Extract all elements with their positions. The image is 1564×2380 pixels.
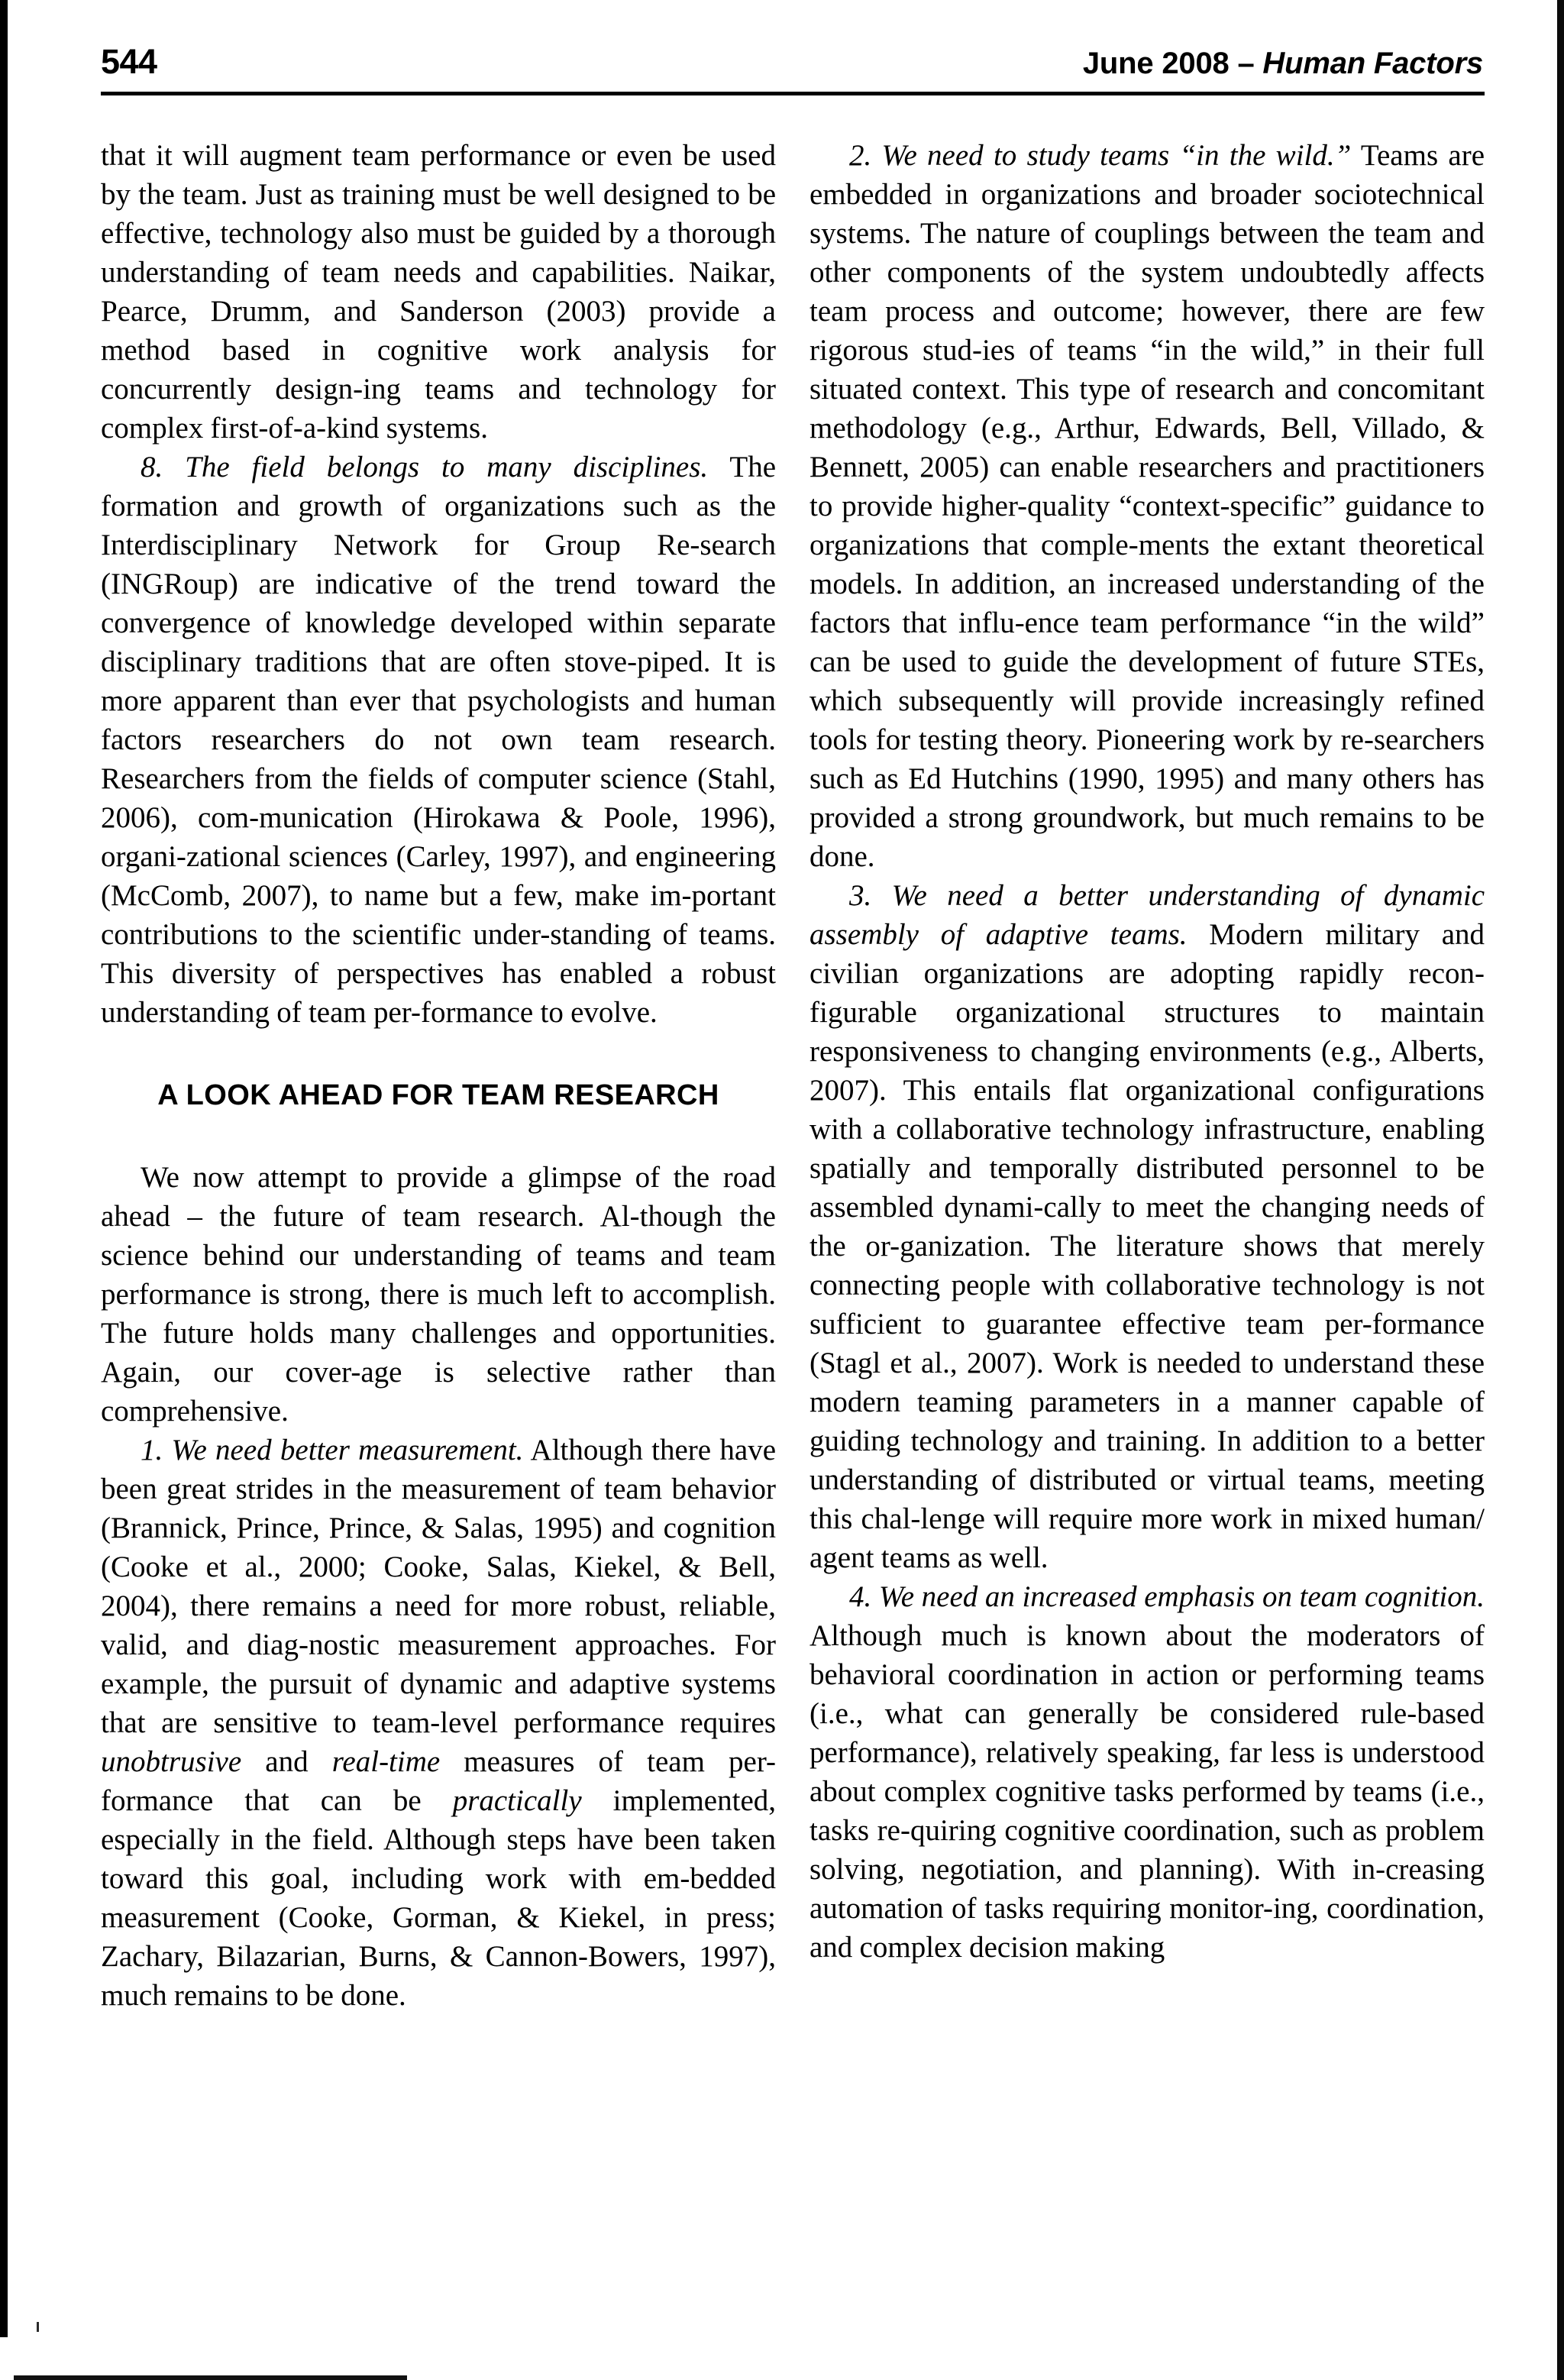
item-1-lead-italic: We need better measurement.: [171, 1434, 524, 1466]
item-4-lead-italic: We need an increased emphasis on team cognition.: [878, 1580, 1485, 1613]
header-rule: [101, 92, 1485, 95]
item-8-body: The formation and growth of organizations such as the Interdisciplinary Network for Group Re-search (INGRoup) are indicative of the trend toward the convergence of knowledge developed within separate disciplinary traditions that are often stove-piped. It is more apparent than ever that psychologists and human factors researchers do not own team research. Researchers from the fields of computer science (Stahl, 2006), com-munication (Hirokawa & Poole, 1996), organi-zational sciences (Carley, 1997), and engineering (McComb, 2007), to name but a few, make im-portant contributions to the scientific under-standing of teams. This diversity of perspectives has enabled a robust understanding of team per-formance to evolve.: [101, 451, 776, 1029]
left-column: [101, 136, 776, 2336]
item-2-body: Teams are embedded in organizations and broader sociotechnical systems. The nature of couplings between the team and other components of the system undoubtedly affects team process and outcome; however, there are few rigorous stud-ies of teams “in the wild,” in their full situated context. This type of research and concomitant methodology (e.g., Arthur, Edwards, Bell, Villado, & Bennett, 2005) can enable researchers and practitioners to provide higher-quality “context-specific” guidance to organizations that comple-ments the extant theoretical models. In addition, an increased understanding of the factors that influ-ence team performance “in the wild” can be used to guide the development of future STEs, which subsequently will provide increasingly refined tools for testing theory. Pioneering work by re-searchers such as Ed Hutchins (1990, 1995) and many others has provided a strong groundwork, but much remains to be done.: [809, 139, 1485, 873]
paragraph-item-2: [809, 136, 1485, 876]
scan-edge-artifact-left: [0, 0, 8, 2337]
item-8-lead-italic: The field belongs to many disciplines.: [185, 451, 709, 483]
running-head: [101, 44, 1483, 79]
item-3-body: Modern military and civilian organizations are adopting rapidly recon-figurable organizational structures to maintain responsiveness to changing environments (e.g., Alberts, 2007). This entails flat organizational configurations with a collaborative technology infrastructure, enabling spatially and temporally distributed personnel to be assembled dynami-cally to meet the changing needs of the or-ganization. The literature shows that merely connecting people with collaborative technology is not sufficient to guarantee effective team per-formance (Stagl et al., 2007). Work is needed to understand these modern teaming parameters in a manner capable of guiding technology and training. In addition to a better understanding of distributed or virtual teams, meeting this chal-lenge will require more work in mixed human/ agent teams as well.: [809, 918, 1485, 1574]
scan-speck-artifact: [37, 2322, 39, 2332]
item-1-body-b: and: [241, 1745, 332, 1778]
paragraph-item-4: [809, 1577, 1485, 1967]
journal-name: Human Factors: [1262, 47, 1483, 80]
page-number: 544: [101, 42, 157, 81]
item-4-body: Although much is known about the moderators of behavioral coordination in action or performing teams (i.e., what can generally be considered rule-based performance), relatively speaking, far less is understood about complex cognitive tasks performed by teams (i.e., tasks re-quiring cognitive coordination, such as problem solving, negotiation, and planning). With in-creasing automation of tasks requiring monitor-ing, coordination, and complex decision making: [809, 1619, 1485, 1964]
section-heading: A LOOK AHEAD FOR TEAM RESEARCH: [157, 1079, 719, 1111]
item-2-lead-italic: We need to study teams “in the wild.”: [881, 139, 1352, 172]
emphasis-unobtrusive: unobtrusive: [101, 1745, 242, 1778]
journal-issue-date: June 2008 –: [1082, 47, 1263, 80]
two-column-body: [101, 136, 1485, 2336]
item-1-body-a: Although there have been great strides in the measurement of team behavior (Brannick, Prince, Prince, & Salas, 1995) and cognition (Cooke et al., 2000; Cooke, Salas, Kiekel, & Bell, 2004), there remains a need for more robust, reliable, valid, and diag-nostic measurement approaches. For example, the pursuit of dynamic and adaptive systems that are sensitive to team-level performance requires: [101, 1434, 776, 1739]
emphasis-practically: practically: [452, 1784, 582, 1817]
paragraph-text: We now attempt to provide a glimpse of the road ahead – the future of team research. Al-though the science behind our understanding of teams and team performance is strong, there is much left to accomplish. The future holds many challenges and opportunities. Again, our cover-age is selective rather than comprehensive.: [101, 1161, 776, 1428]
item-number-3: 3.: [849, 879, 892, 912]
paragraph-item-3: [809, 876, 1485, 1577]
item-number-1: 1.: [141, 1434, 172, 1466]
scan-edge-artifact-right: [1557, 0, 1564, 2380]
item-number-2: 2.: [849, 139, 882, 172]
paragraph-look-ahead-intro: [101, 1158, 776, 1431]
journal-issue-title: [1083, 48, 1483, 79]
scan-edge-artifact-bottom: [14, 2375, 407, 2380]
paragraph-item-8: [101, 448, 776, 1032]
item-1-body-c: measures of team per-formance that can be: [101, 1745, 777, 1817]
emphasis-real-time: real-time: [331, 1745, 441, 1778]
paragraph-continued: [101, 136, 776, 448]
item-number-4: 4.: [849, 1580, 879, 1613]
item-1-body-d: implemented, especially in the field. Although steps have been taken toward this goal, including work with em-bedded measurement (Cooke, Gorman, & Kiekel, in press; Zachary, Bilazarian, Burns, & Cannon-Bowers, 1997), much remains to be done.: [101, 1784, 777, 2012]
paragraph-item-1: [101, 1431, 776, 2015]
right-column: [809, 136, 1485, 2336]
item-number-8: 8.: [141, 451, 186, 483]
item-3-lead-italic: We need a better understanding of dynamic assembly of adaptive teams.: [809, 879, 1485, 951]
paragraph-text: that it will augment team performance or even be used by the team. Just as training must be well designed to be effective, technology also must be guided by a thorough understanding of team needs and capabilities. Naikar, Pearce, Drumm, and Sanderson (2003) provide a method based in cognitive work analysis for concurrently design-ing teams and technology for complex first-of-a-kind systems.: [101, 139, 776, 445]
